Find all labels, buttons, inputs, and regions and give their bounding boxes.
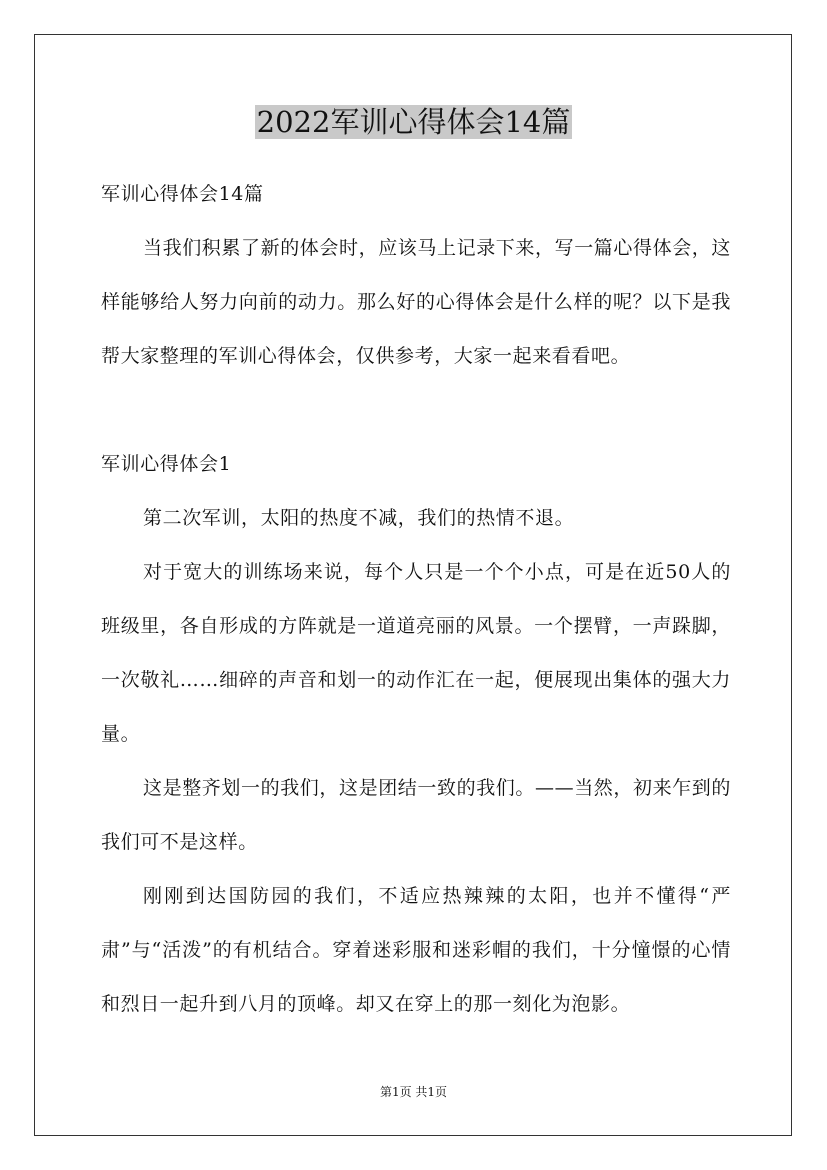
- intro-paragraph: 当我们积累了新的体会时，应该马上记录下来，写一篇心得体会，这样能够给人努力向前的动力。那么好的心得体会是什么样的呢？以下是我帮大家整理的军训心得体会，仅供参考，大家一起来看看吧。: [101, 237, 732, 367]
- body-paragraph-4: 刚刚到达国防园的我们，不适应热辣辣的太阳，也并不懂得“严肃”与“活泼”的有机结合。穿着迷彩服和迷彩帽的我们，十分憧憬的心情和烈日一起升到八月的顶峰。却又在穿上的那一刻化为泡影。: [101, 885, 731, 1015]
- page-footer: 第1页 共1页: [379, 1085, 448, 1099]
- body-paragraph-3: 这是整齐划一的我们，这是团结一致的我们。——当然，初来乍到的我们可不是这样。: [101, 777, 732, 853]
- document-subtitle: 军训心得体会14篇: [101, 183, 264, 205]
- section-heading: 军训心得体会1: [101, 453, 232, 475]
- document-title: 2022军训心得体会14篇: [256, 105, 571, 139]
- body-paragraph-1: 第二次军训，太阳的热度不减，我们的热情不退。: [143, 507, 575, 529]
- document-title-wrap: [0, 101, 827, 143]
- body-paragraph-2: 对于宽大的训练场来说，每个人只是一个个小点，可是在近50人的班级里，各自形成的方阵就是一道道亮丽的风景。一个摆臂，一声跺脚，一次敬礼……细碎的声音和划一的动作汇在一起，便展现出集体的强大力量。: [101, 561, 731, 745]
